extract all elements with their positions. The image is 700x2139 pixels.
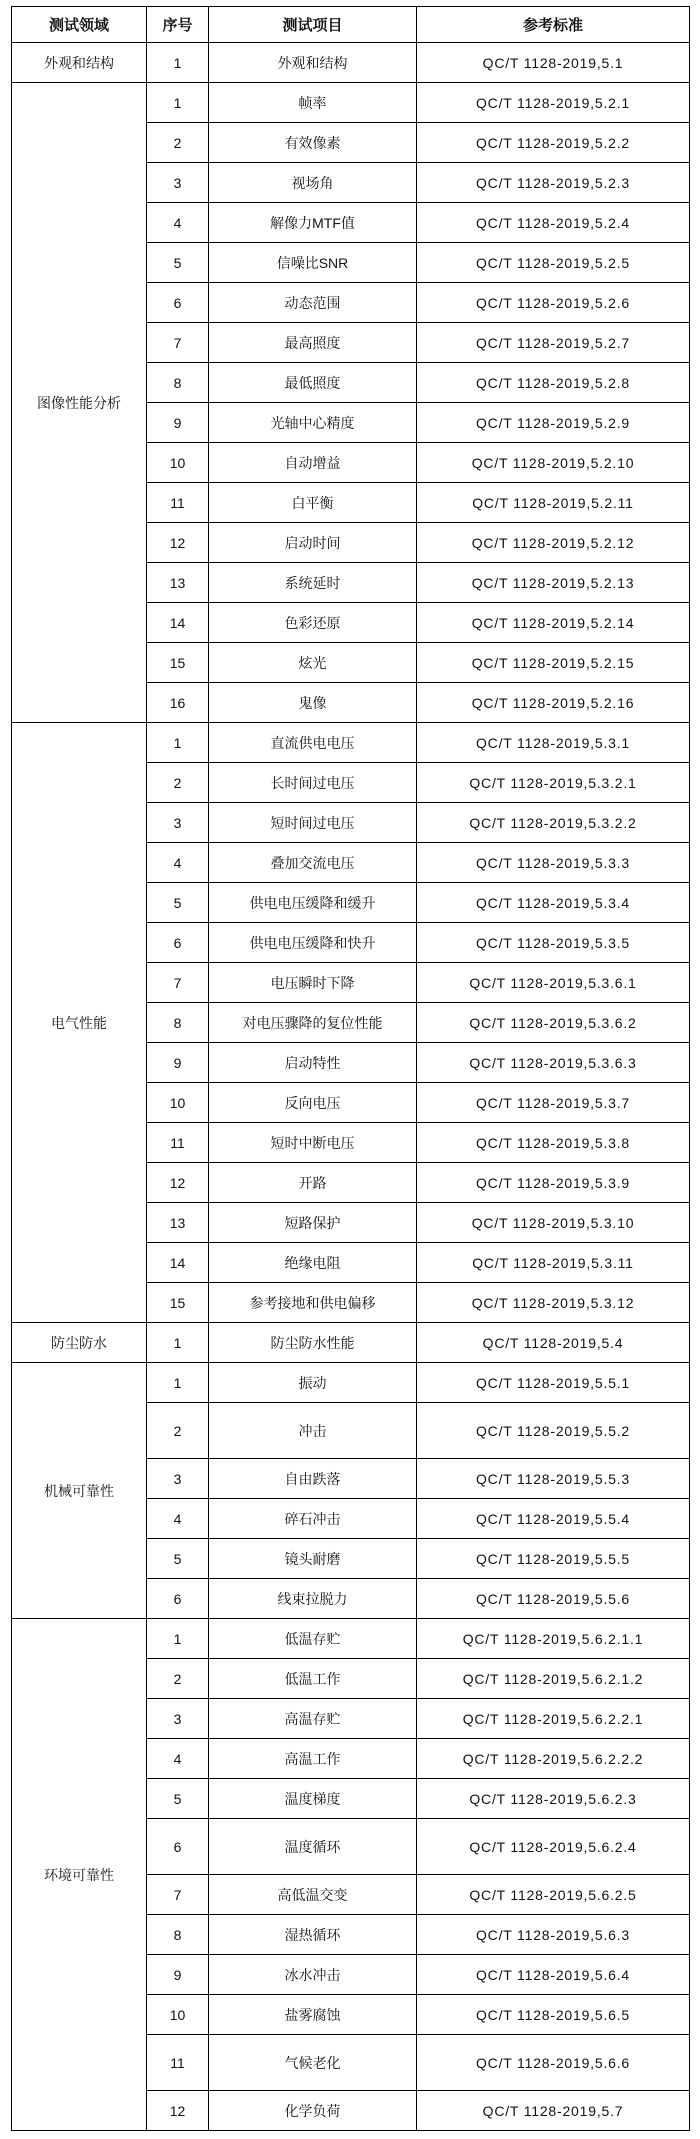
serial-cell: 7 [147,1875,209,1915]
standard-cell: QC/T 1128-2019,5.5.1 [417,1363,690,1403]
standard-cell: QC/T 1128-2019,5.2.3 [417,163,690,203]
serial-cell: 3 [147,803,209,843]
test-item-cell: 参考接地和供电偏移 [209,1283,417,1323]
test-item-cell: 电压瞬时下降 [209,963,417,1003]
serial-cell: 4 [147,203,209,243]
test-area-cell: 防尘防水 [12,1323,147,1363]
standard-cell: QC/T 1128-2019,5.2.1 [417,83,690,123]
test-item-cell: 最低照度 [209,363,417,403]
serial-cell: 14 [147,603,209,643]
test-item-cell: 镜头耐磨 [209,1539,417,1579]
test-item-cell: 对电压骤降的复位性能 [209,1003,417,1043]
table-row [12,43,690,83]
test-item-cell: 防尘防水性能 [209,1323,417,1363]
standard-cell: QC/T 1128-2019,5.2.16 [417,683,690,723]
test-area-cell: 电气性能 [12,723,147,1323]
standard-cell: QC/T 1128-2019,5.2.13 [417,563,690,603]
standard-cell: QC/T 1128-2019,5.2.8 [417,363,690,403]
test-item-cell: 低温存贮 [209,1619,417,1659]
serial-cell: 1 [147,1363,209,1403]
test-item-cell: 系统延时 [209,563,417,603]
standard-cell: QC/T 1128-2019,5.6.2.1.2 [417,1659,690,1699]
test-item-cell: 供电电压缓降和快升 [209,923,417,963]
serial-cell: 8 [147,1003,209,1043]
standard-cell: QC/T 1128-2019,5.3.6.3 [417,1043,690,1083]
serial-cell: 9 [147,403,209,443]
test-item-cell: 鬼像 [209,683,417,723]
standard-cell: QC/T 1128-2019,5.6.2.2.1 [417,1699,690,1739]
standard-cell: QC/T 1128-2019,5.2.5 [417,243,690,283]
serial-cell: 2 [147,1403,209,1459]
test-item-cell: 视场角 [209,163,417,203]
test-item-cell: 盐雾腐蚀 [209,1995,417,2035]
serial-cell: 1 [147,43,209,83]
serial-cell: 10 [147,1083,209,1123]
serial-cell: 8 [147,1915,209,1955]
test-item-cell: 白平衡 [209,483,417,523]
standard-cell: QC/T 1128-2019,5.3.12 [417,1283,690,1323]
standard-cell: QC/T 1128-2019,5.6.5 [417,1995,690,2035]
test-item-cell: 高温工作 [209,1739,417,1779]
serial-cell: 9 [147,1955,209,1995]
standard-cell: QC/T 1128-2019,5.6.3 [417,1915,690,1955]
standard-cell: QC/T 1128-2019,5.6.2.5 [417,1875,690,1915]
standard-cell: QC/T 1128-2019,5.3.4 [417,883,690,923]
serial-cell: 14 [147,1243,209,1283]
test-item-cell: 短时间过电压 [209,803,417,843]
header-serial-number: 序号 [147,7,209,43]
standard-cell: QC/T 1128-2019,5.2.14 [417,603,690,643]
serial-cell: 12 [147,2091,209,2131]
serial-cell: 2 [147,123,209,163]
header-test-area: 测试领域 [12,7,147,43]
test-item-cell: 有效像素 [209,123,417,163]
serial-cell: 5 [147,1539,209,1579]
table-body [12,43,690,2131]
standard-cell: QC/T 1128-2019,5.3.7 [417,1083,690,1123]
standard-cell: QC/T 1128-2019,5.3.3 [417,843,690,883]
standard-cell: QC/T 1128-2019,5.2.11 [417,483,690,523]
test-item-cell: 直流供电电压 [209,723,417,763]
serial-cell: 4 [147,1499,209,1539]
serial-cell: 4 [147,843,209,883]
serial-cell: 3 [147,1459,209,1499]
standard-cell: QC/T 1128-2019,5.6.2.4 [417,1819,690,1875]
serial-cell: 7 [147,323,209,363]
header-reference-standard: 参考标准 [417,7,690,43]
test-item-cell: 绝缘电阻 [209,1243,417,1283]
test-item-cell: 冲击 [209,1403,417,1459]
test-item-cell: 启动时间 [209,523,417,563]
test-item-cell: 短时中断电压 [209,1123,417,1163]
standard-cell: QC/T 1128-2019,5.7 [417,2091,690,2131]
test-item-cell: 自由跌落 [209,1459,417,1499]
table-row [12,1619,690,1659]
standard-cell: QC/T 1128-2019,5.5.3 [417,1459,690,1499]
serial-cell: 3 [147,1699,209,1739]
header-row [12,7,690,43]
test-item-cell: 振动 [209,1363,417,1403]
serial-cell: 6 [147,1819,209,1875]
standard-cell: QC/T 1128-2019,5.2.15 [417,643,690,683]
serial-cell: 7 [147,963,209,1003]
standard-cell: QC/T 1128-2019,5.5.2 [417,1403,690,1459]
test-item-cell: 动态范围 [209,283,417,323]
serial-cell: 2 [147,1659,209,1699]
standard-cell: QC/T 1128-2019,5.5.4 [417,1499,690,1539]
test-item-cell: 高低温交变 [209,1875,417,1915]
test-item-cell: 短路保护 [209,1203,417,1243]
standard-cell: QC/T 1128-2019,5.3.6.1 [417,963,690,1003]
test-item-cell: 开路 [209,1163,417,1203]
serial-cell: 1 [147,1323,209,1363]
serial-cell: 1 [147,83,209,123]
serial-cell: 4 [147,1739,209,1779]
serial-cell: 11 [147,1123,209,1163]
test-area-cell: 外观和结构 [12,43,147,83]
serial-cell: 5 [147,883,209,923]
serial-cell: 11 [147,2035,209,2091]
standard-cell: QC/T 1128-2019,5.2.2 [417,123,690,163]
test-item-cell: 低温工作 [209,1659,417,1699]
standard-cell: QC/T 1128-2019,5.2.10 [417,443,690,483]
standard-cell: QC/T 1128-2019,5.3.5 [417,923,690,963]
test-standards-table [11,6,690,2131]
standard-cell: QC/T 1128-2019,5.5.6 [417,1579,690,1619]
test-item-cell: 线束拉脱力 [209,1579,417,1619]
standard-cell: QC/T 1128-2019,5.4 [417,1323,690,1363]
test-item-cell: 色彩还原 [209,603,417,643]
standard-cell: QC/T 1128-2019,5.2.7 [417,323,690,363]
serial-cell: 6 [147,923,209,963]
table-row [12,723,690,763]
serial-cell: 5 [147,243,209,283]
standard-cell: QC/T 1128-2019,5.2.12 [417,523,690,563]
test-item-cell: 冰水冲击 [209,1955,417,1995]
serial-cell: 5 [147,1779,209,1819]
standard-cell: QC/T 1128-2019,5.6.2.1.1 [417,1619,690,1659]
test-item-cell: 高温存贮 [209,1699,417,1739]
serial-cell: 12 [147,523,209,563]
serial-cell: 1 [147,1619,209,1659]
serial-cell: 15 [147,643,209,683]
standard-cell: QC/T 1128-2019,5.6.4 [417,1955,690,1995]
header-test-item: 测试项目 [209,7,417,43]
table-row [12,83,690,123]
table-row [12,1363,690,1403]
test-item-cell: 外观和结构 [209,43,417,83]
serial-cell: 16 [147,683,209,723]
standard-cell: QC/T 1128-2019,5.5.5 [417,1539,690,1579]
test-area-cell: 机械可靠性 [12,1363,147,1619]
standard-cell: QC/T 1128-2019,5.3.9 [417,1163,690,1203]
serial-cell: 12 [147,1163,209,1203]
serial-cell: 2 [147,763,209,803]
standard-cell: QC/T 1128-2019,5.6.6 [417,2035,690,2091]
standard-cell: QC/T 1128-2019,5.6.2.3 [417,1779,690,1819]
test-item-cell: 长时间过电压 [209,763,417,803]
test-item-cell: 炫光 [209,643,417,683]
test-item-cell: 信噪比SNR [209,243,417,283]
test-item-cell: 解像力MTF值 [209,203,417,243]
serial-cell: 1 [147,723,209,763]
test-item-cell: 叠加交流电压 [209,843,417,883]
test-item-cell: 湿热循环 [209,1915,417,1955]
standard-cell: QC/T 1128-2019,5.3.2.1 [417,763,690,803]
standard-cell: QC/T 1128-2019,5.3.8 [417,1123,690,1163]
serial-cell: 6 [147,1579,209,1619]
serial-cell: 13 [147,563,209,603]
test-item-cell: 反向电压 [209,1083,417,1123]
standard-cell: QC/T 1128-2019,5.2.6 [417,283,690,323]
serial-cell: 6 [147,283,209,323]
test-item-cell: 供电电压缓降和缓升 [209,883,417,923]
serial-cell: 15 [147,1283,209,1323]
test-item-cell: 帧率 [209,83,417,123]
standard-cell: QC/T 1128-2019,5.3.10 [417,1203,690,1243]
test-item-cell: 气候老化 [209,2035,417,2091]
table-row [12,1323,690,1363]
test-item-cell: 启动特性 [209,1043,417,1083]
test-item-cell: 碎石冲击 [209,1499,417,1539]
serial-cell: 13 [147,1203,209,1243]
standard-cell: QC/T 1128-2019,5.6.2.2.2 [417,1739,690,1779]
test-item-cell: 自动增益 [209,443,417,483]
standard-cell: QC/T 1128-2019,5.3.11 [417,1243,690,1283]
serial-cell: 10 [147,1995,209,2035]
standard-cell: QC/T 1128-2019,5.3.2.2 [417,803,690,843]
test-area-cell: 图像性能分析 [12,83,147,723]
standard-cell: QC/T 1128-2019,5.2.4 [417,203,690,243]
test-area-cell: 环境可靠性 [12,1619,147,2131]
test-item-cell: 温度梯度 [209,1779,417,1819]
test-item-cell: 化学负荷 [209,2091,417,2131]
standard-cell: QC/T 1128-2019,5.2.9 [417,403,690,443]
test-item-cell: 温度循环 [209,1819,417,1875]
test-item-cell: 光轴中心精度 [209,403,417,443]
serial-cell: 10 [147,443,209,483]
standard-cell: QC/T 1128-2019,5.3.1 [417,723,690,763]
standard-cell: QC/T 1128-2019,5.3.6.2 [417,1003,690,1043]
standard-cell: QC/T 1128-2019,5.1 [417,43,690,83]
serial-cell: 3 [147,163,209,203]
serial-cell: 9 [147,1043,209,1083]
test-item-cell: 最高照度 [209,323,417,363]
serial-cell: 11 [147,483,209,523]
serial-cell: 8 [147,363,209,403]
